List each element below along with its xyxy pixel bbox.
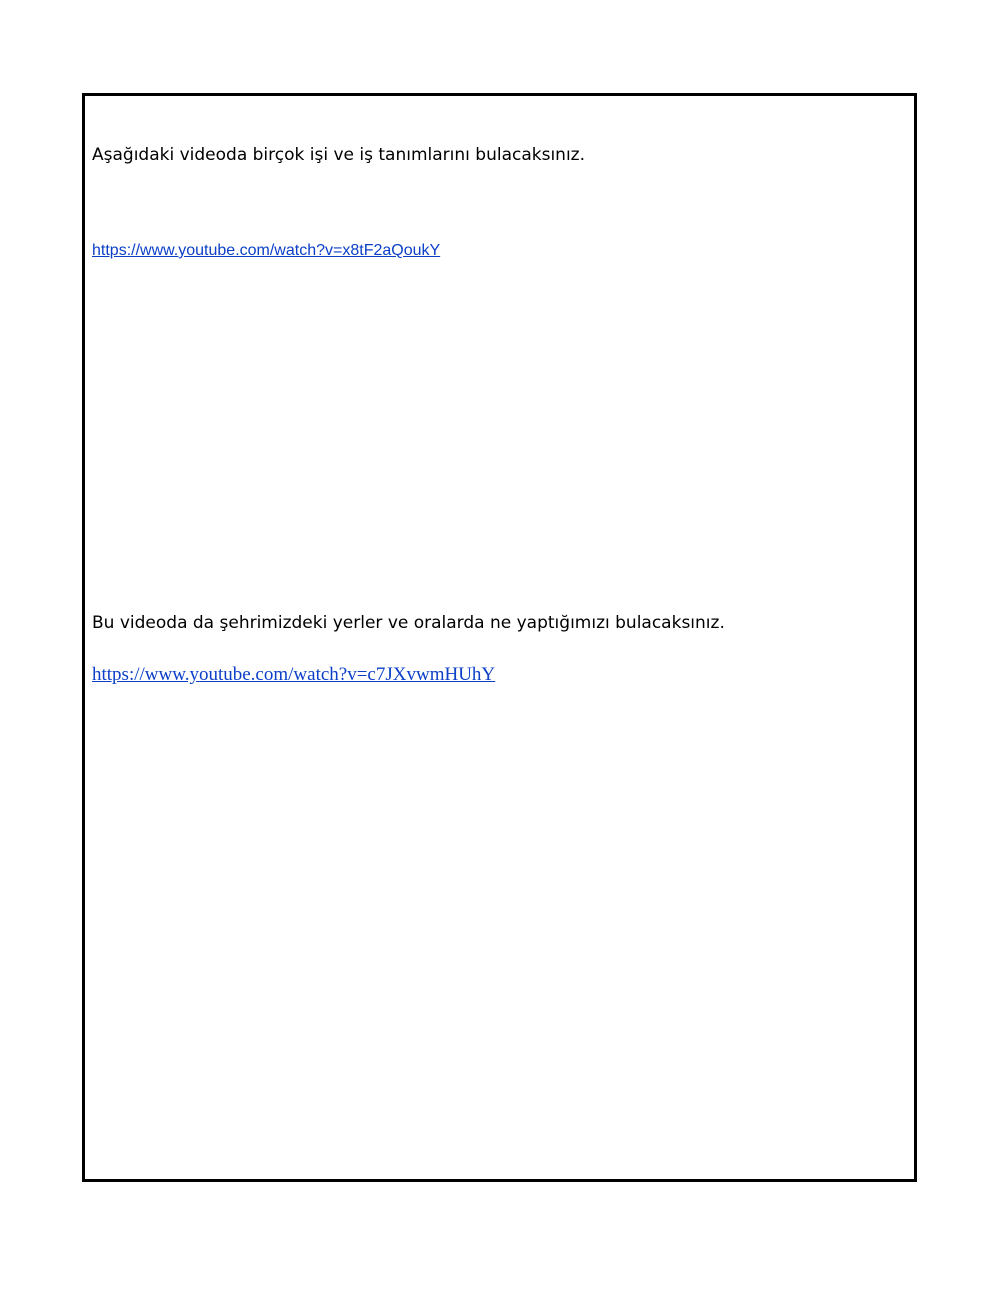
youtube-link-city-places[interactable]: https://www.youtube.com/watch?v=c7JXvwmHUhY: [92, 664, 496, 685]
instruction-text-jobs: Aşağıdaki videoda birçok işi ve iş tanımlarını bulacaksınız.: [92, 145, 585, 165]
youtube-link-jobs[interactable]: https://www.youtube.com/watch?v=x8tF2aQoukY: [92, 242, 441, 259]
instruction-text-city-places: Bu videoda da şehrimizdeki yerler ve oralarda ne yaptığımızı bulacaksınız.: [92, 613, 725, 633]
